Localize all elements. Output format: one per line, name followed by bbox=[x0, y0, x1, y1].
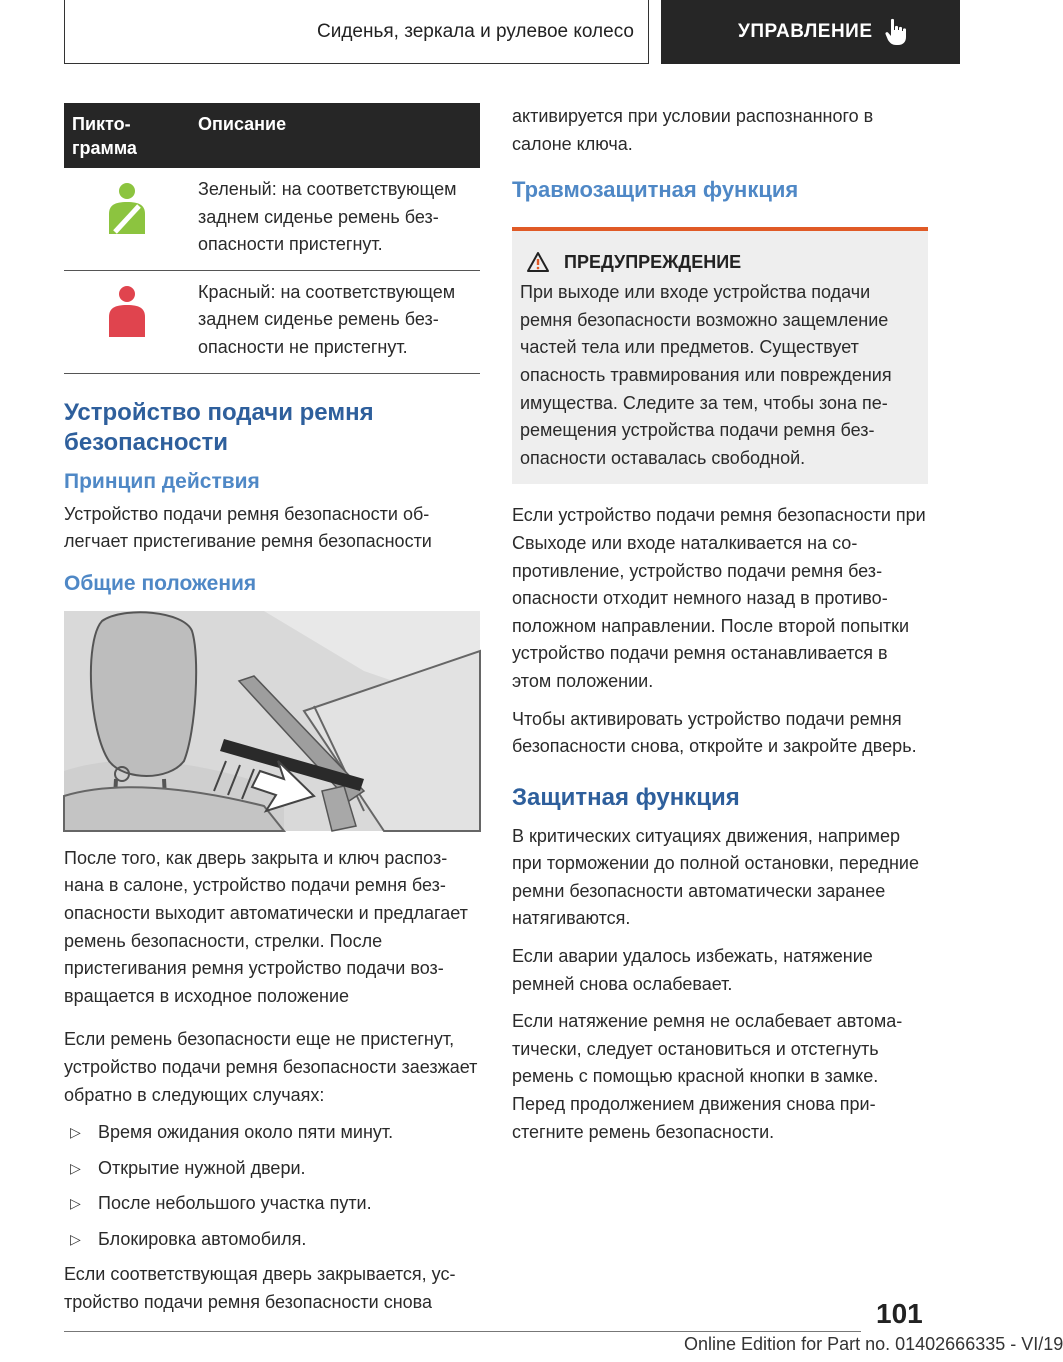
seatbelt-fastened-green-icon bbox=[105, 182, 149, 236]
header-chapter-box bbox=[661, 0, 960, 64]
left-column bbox=[64, 103, 480, 1327]
warning-triangle-icon bbox=[526, 251, 550, 273]
right-column bbox=[512, 103, 928, 1156]
seatbelt-unfastened-red-icon bbox=[105, 285, 149, 339]
header-chapter-title: УПРАВЛЕНИЕ bbox=[738, 21, 873, 42]
heading-general: Общие положения bbox=[64, 571, 257, 595]
list-item: ▷ После небольшого участка пути. bbox=[64, 1190, 480, 1218]
triangle-bullet-icon: ▷ bbox=[70, 1195, 81, 1212]
warning-title: ПРЕДУПРЕЖДЕНИЕ bbox=[564, 251, 742, 272]
paragraph-reactivate: Чтобы активировать устройство подачи ремня безопасности снова, откройте и закройте дверь. bbox=[512, 708, 917, 757]
footer-edition: Online Edition for Part no. 01402666335 - VI/19 bbox=[684, 1334, 1063, 1354]
heading-seatbelt-feeder: Устройство подачи ремня безопасности bbox=[64, 398, 374, 456]
page-number: 101 bbox=[876, 1298, 923, 1329]
list-item: ▷ Время ожидания около пяти минут. bbox=[64, 1119, 480, 1147]
seatbelt-feeder-illustration bbox=[64, 611, 480, 831]
heading-injury-protection: Травмозащитная функция bbox=[512, 177, 799, 203]
table-cell-description: Зеленый: на соответствующем заднем сиденье ремень безопасности пристегнут. bbox=[190, 168, 480, 270]
paragraph-tension-release: Если натяжение ремня не ослабевает автоматически, следует остановиться и отстегнуть ремень с помощью красной кнопки в замке. Перед продолжением движения снова пристегните ремень безопасности. bbox=[512, 1011, 903, 1142]
triangle-bullet-icon: ▷ bbox=[70, 1124, 81, 1141]
paragraph-if-not-fastened: Если ремень безопасности еще не пристегнут, устройство подачи ремня безопасности заезжает обратно в следующих случаях: bbox=[64, 1029, 478, 1105]
table-header-pictogram: Пикто- грамма bbox=[64, 103, 190, 168]
header-section-box bbox=[64, 0, 649, 64]
paragraph-resistance: Если устройство подачи ремня безопасности при Свыходе или входе наталкивается на сопротивление, устройство подачи ремня безопасности отходит немного назад в противоположном направлении. После второй попытки устройство подачи ремня останавливается в этом положении. bbox=[512, 505, 926, 691]
paragraph-continued: активируется при условии распознанного в салоне ключа. bbox=[512, 106, 874, 154]
heading-protective-function: Защитная функция bbox=[512, 783, 740, 811]
triangle-bullet-icon: ▷ bbox=[70, 1159, 81, 1176]
retract-conditions-list bbox=[64, 1119, 480, 1253]
list-item: ▷ Открытие нужной двери. bbox=[64, 1155, 480, 1183]
table-row bbox=[64, 168, 480, 270]
paragraph-after-closing: После того, как дверь закрыта и ключ распознана в салоне, устройство подачи ремня безопасности выходит автоматически и предлагает ремень безопасности, стрелки. После пристегивания ремня устройство подачи возвращается в исходное положение bbox=[64, 847, 468, 1006]
pictogram-table bbox=[64, 103, 480, 374]
paragraph-avoided-accident: Если аварии удалось избежать, натяжение ремней снова ослабевает. bbox=[512, 946, 873, 994]
warning-text: При выходе или входе устройства подачи ремня безопасности возможно защемление частей тела или предметов. Существует опасность травмирования или повреждения имущества. Следите за тем, чтобы зона перемещения устройства подачи ремня безопасности оставалась свободной. bbox=[520, 282, 892, 468]
triangle-bullet-icon: ▷ bbox=[70, 1230, 81, 1247]
hand-pointer-icon bbox=[885, 18, 909, 46]
list-item: ▷ Блокировка автомобиля. bbox=[64, 1226, 480, 1254]
paragraph-door-closes: Если соответствующая дверь закрывается, устройство подачи ремня безопасности снова bbox=[64, 1264, 456, 1313]
paragraph-principle: Устройство подачи ремня безопасности облегчает пристегивание ремня безопасности bbox=[64, 503, 432, 552]
table-cell-description: Красный: на соответствующем заднем сиденье ремень безопасности не пристегнут. bbox=[190, 270, 480, 373]
paragraph-critical-situations: В критических ситуациях движения, например при торможении до полной остановки, передние ремни безопасности автоматически заранее натягиваются. bbox=[512, 825, 919, 929]
heading-principle: Принцип действия bbox=[64, 469, 260, 493]
warning-box bbox=[512, 227, 928, 484]
table-header-description: Описание bbox=[190, 103, 480, 168]
footer-divider bbox=[64, 1331, 861, 1332]
header-section-title: Сиденья, зеркала и рулевое колесо bbox=[317, 20, 634, 42]
table-row bbox=[64, 270, 480, 373]
